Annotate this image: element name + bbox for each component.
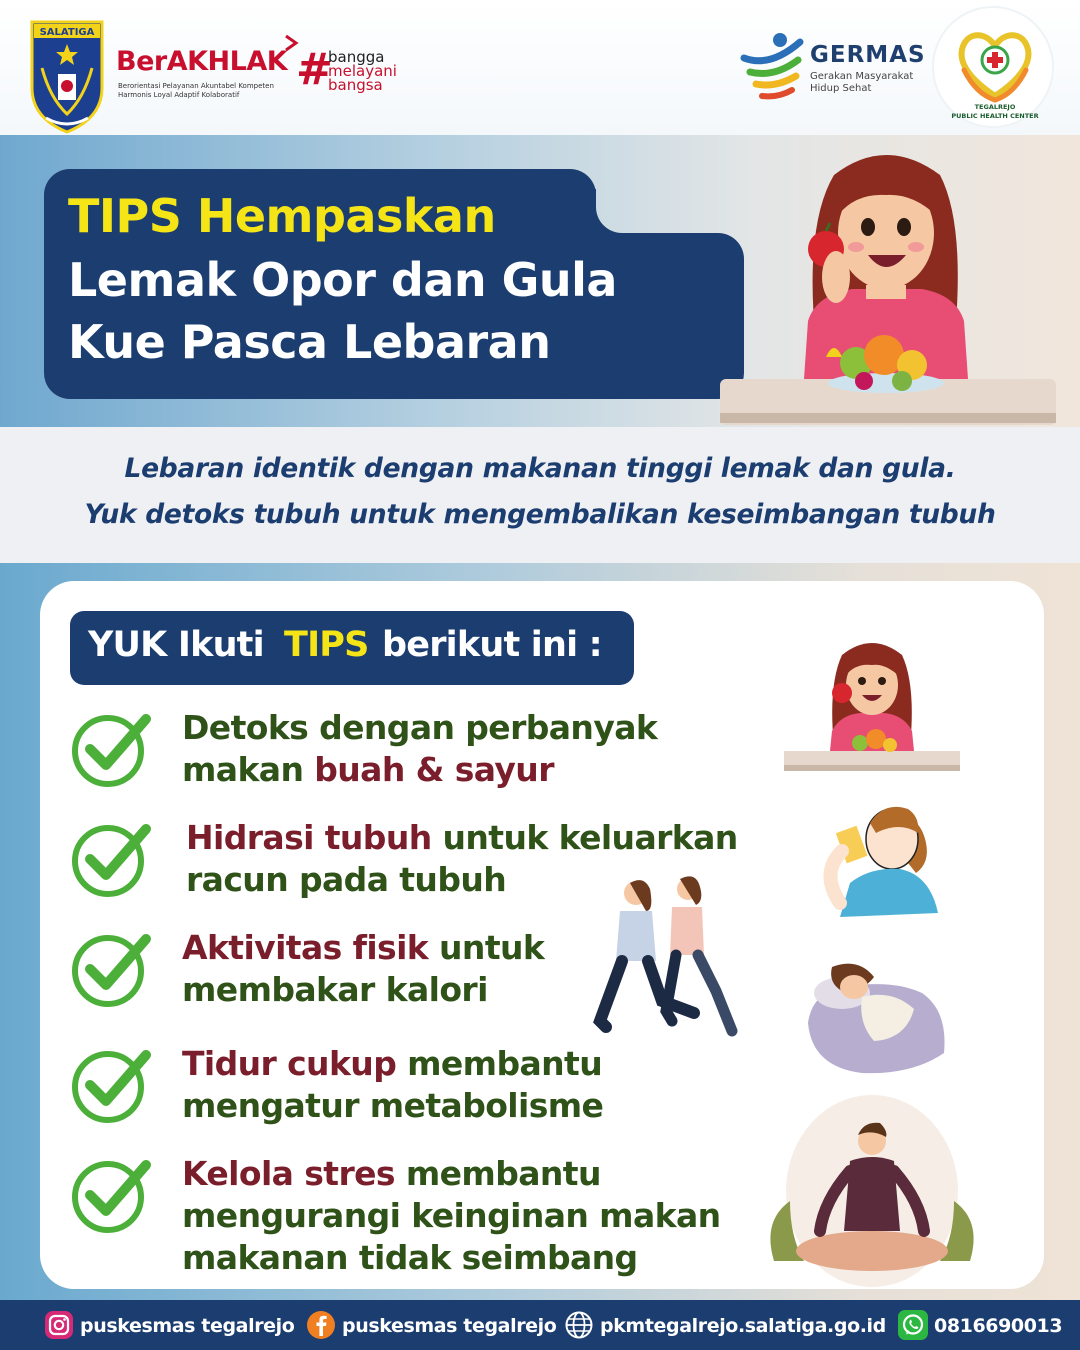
- tips-card: YUK Ikuti TIPS berikut ini : Detoks dengan perbanyak makan buah & sayur Hidrasi tubuh untuk keluarkan racun pada tubuh Aktivitas fisik untuk membakar kalori Tidur cukup membantu mengatur metabolisme Kelola stres membantu mengurangi keinginan makan makanan tidak seimbang: [40, 581, 1044, 1289]
- salatiga-emblem-icon: [28, 18, 106, 134]
- woman-eating-fruit-illustration: [716, 145, 1060, 425]
- intro-section: [0, 427, 1080, 563]
- hero-section: [0, 135, 1080, 427]
- title-line-2: Lemak Opor dan Gula: [68, 253, 617, 307]
- footer-instagram[interactable]: puskesmas tegalrejo: [44, 1310, 294, 1342]
- hashtag-icon: #: [296, 44, 333, 95]
- title-line-1: TIPS Hempaskan: [68, 189, 496, 243]
- check-icon: [68, 815, 154, 901]
- globe-icon: [564, 1310, 594, 1340]
- people-jogging-illustration: [576, 871, 748, 1051]
- woman-meditating-illustration: [760, 1091, 984, 1291]
- woman-sleeping-illustration: [802, 953, 952, 1079]
- tips-heading: YUK Ikuti TIPS berikut ini :: [70, 611, 634, 685]
- puskesmas-tegalrejo-logo: TEGALREJO PUBLIC HEALTH CENTER: [932, 6, 1054, 128]
- intro-line-2: Yuk detoks tubuh untuk mengembalikan keseimbangan tubuh: [84, 499, 996, 530]
- svg-text:SALATIGA: SALATIGA: [39, 27, 95, 38]
- germas-logo: GERMAS Gerakan Masyarakat Hidup Sehat: [740, 28, 930, 108]
- berakhlak-tagline: Berorientasi Pelayanan Akuntabel Kompeten Harmonis Loyal Adaptif Kolaboratif: [118, 82, 274, 99]
- footer-website[interactable]: pkmtegalrejo.salatiga.go.id: [564, 1310, 864, 1342]
- footer-facebook[interactable]: puskesmas tegalrejo: [306, 1310, 556, 1342]
- berakhlak-word: BerAKHLAK: [116, 46, 288, 77]
- facebook-icon: [306, 1310, 336, 1340]
- title-banner: [44, 169, 744, 399]
- check-icon: [68, 1151, 154, 1237]
- germas-swoosh-icon: [740, 28, 806, 108]
- tips-section: [0, 563, 1080, 1300]
- title-line-3: Kue Pasca Lebaran: [68, 315, 551, 369]
- footer-bar: [0, 1300, 1080, 1350]
- whatsapp-icon: [898, 1310, 928, 1340]
- intro-line-1: Lebaran identik dengan makanan tinggi lemak dan gula.: [124, 453, 956, 484]
- header-bar: [0, 0, 1080, 135]
- instagram-icon: [44, 1310, 74, 1340]
- woman-drinking-water-illustration: [780, 793, 950, 923]
- check-icon: [68, 1041, 154, 1127]
- footer-whatsapp[interactable]: 0816690013: [898, 1310, 1068, 1342]
- check-icon: [68, 705, 154, 791]
- check-icon: [68, 925, 154, 1011]
- woman-eating-fruit-illustration: [782, 635, 962, 785]
- bangga-melayani-bangsa-logo: # bangga melayani bangsa: [296, 44, 397, 95]
